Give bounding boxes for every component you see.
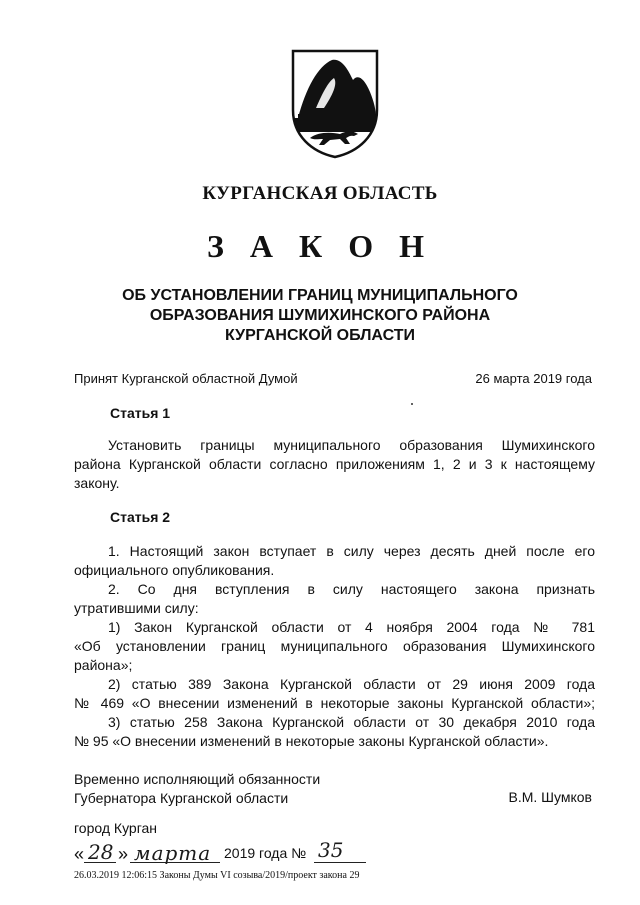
law-title-line: ОБРАЗОВАНИЯ ШУМИХИНСКОГО РАЙОНА: [149, 307, 491, 324]
text-line: района Курганской области согласно приложениям 1, 2 и 3 к настоящему: [74, 456, 595, 472]
close-quote: »: [118, 844, 129, 864]
open-quote: «: [74, 844, 85, 864]
law-title: [60, 286, 580, 346]
signatory-name: В.М. Шумков: [508, 789, 592, 805]
city: город Курган: [74, 820, 158, 836]
scan-speck: [411, 403, 413, 405]
document-footer: 26.03.2019 12:06:15 Законы Думы VI созыва/2019/проект закона 29: [74, 870, 360, 881]
text-line: 1) Закон Курганской области от 4 ноября 2004 года № 781: [108, 619, 595, 635]
day-underline: [84, 862, 116, 863]
number-underline: [314, 862, 366, 863]
article-1-text: [74, 436, 595, 493]
kurgan-coat-of-arms-icon: [290, 48, 380, 160]
text-line: «Об установлении границ муниципального образования Шумихинского: [74, 638, 595, 654]
text-line: Установить границы муниципального образования Шумихинского: [108, 437, 595, 453]
article-1-heading: Статья 1: [110, 405, 171, 421]
text-line: района»;: [74, 657, 133, 673]
handwritten-number: 35: [318, 838, 344, 862]
article-2-text: [74, 542, 595, 751]
text-line: утратившими силу:: [74, 600, 199, 616]
text-line: официального опубликования.: [74, 562, 275, 578]
article-2-heading: Статья 2: [110, 509, 171, 525]
adoption-date: 26 марта 2019 года: [475, 371, 592, 386]
text-line: 3) статью 258 Закона Курганской области от 30 декабря 2010 года: [108, 714, 595, 730]
text-line: 2) статью 389 Закона Курганской области от 29 июня 2009 года: [108, 676, 595, 692]
law-title-line: КУРГАНСКОЙ ОБЛАСТИ: [224, 327, 416, 344]
text-line: 2. Со дня вступления в силу настоящего закона признать: [108, 581, 595, 597]
text-line: закону.: [74, 475, 120, 491]
handwritten-month: марта: [134, 841, 212, 865]
signatory-position-line: Временно исполняющий обязанности: [74, 771, 321, 787]
text-line: № 469 «О внесении изменений в некоторые законы Курганской области»;: [74, 695, 595, 711]
signatory-position: [74, 770, 320, 808]
month-underline: [130, 862, 220, 863]
law-title-line: ОБ УСТАНОВЛЕНИИ ГРАНИЦ МУНИЦИПАЛЬНОГО: [122, 287, 518, 304]
text-line: 1. Настоящий закон вступает в силу через десять дней после его: [108, 543, 595, 559]
signatory-position-line: Губернатора Курганской области: [74, 790, 289, 806]
adopted-by: Принят Курганской областной Думой: [74, 371, 298, 386]
year-number-label: 2019 года №: [224, 845, 307, 861]
region-name: КУРГАНСКАЯ ОБЛАСТЬ: [202, 183, 438, 204]
document-type: З А К О Н: [207, 228, 433, 264]
handwritten-day: 28: [88, 840, 114, 864]
text-line: № 95 «О внесении изменений в некоторые законы Курганской области».: [74, 733, 549, 749]
enactment-date-line: [74, 838, 454, 866]
